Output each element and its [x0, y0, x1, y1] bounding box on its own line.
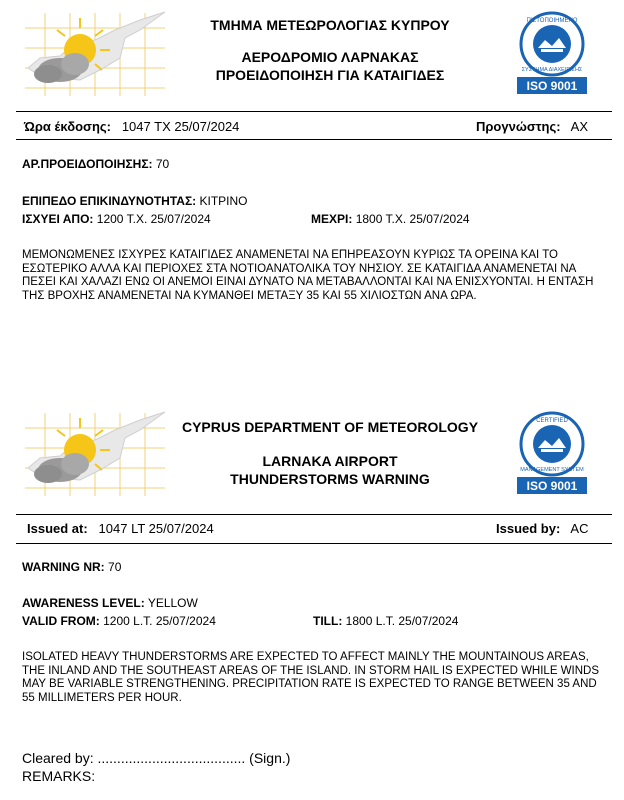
awareness-level	[22, 596, 198, 611]
awareness-level-label: ΕΠΙΠΕΔΟ ΕΠΙΚΙΝΔΥΝΟΤΗΤΑΣ:	[22, 194, 197, 208]
warning-number	[22, 560, 121, 575]
valid-from-value: 1200 Τ.Χ. 25/07/2024	[96, 212, 211, 226]
meteorology-logo	[20, 408, 170, 498]
warning-text: ΜΕΜΟΝΩΜΕΝΕΣ ΙΣΧΥΡΕΣ ΚΑΤΑΙΓΙΔΕΣ ΑΝΑΜΕΝΕΤΑΙ ΝΑ ΕΠΗΡΕΑΣΟΥΝ ΚΥΡΙΩΣ ΤΑ ΟΡΕΙΝΑ ΚΑΙ ΤΟ ΕΣΩΤΕΡΙΚΟ ΑΛΛΑ ΚΑΙ ΠΕΡΙΟΧΕΣ ΣΤΑ ΝΟΤΙΟΑΝΑΤΟΛΙΚΑ ΤΟΥ ΝΗΣΙΟΥ. ΣΕ ΚΑΤΑΙΓΙΔΑ ΑΝΑΜΕΝΕΤΑΙ ΝΑ ΠΕΣΕΙ ΚΑΙ ΧΑΛΑΖΙ ΕΝΩ ΟΙ ΑΝΕΜΟΙ ΕΙΝΑΙ ΔΥΝΑΤΟ ΝΑ ΜΕΤΑΒΑΛΛΟΝΤΑΙ ΚΑΙ ΝΑ ΕΝΙΣΧΥΟΝΤΑΙ. Η ΕΝΤΑΣΗ ΤΗΣ ΒΡΟΧΗΣ ΑΝΑΜΕΝΕΤΑΙ ΝΑ ΚΥΜΑΝΘΕΙ ΜΕΤΑΞΥ 35 ΚΑΙ 55 ΧΙΛΙΟΣΤΩΝ ΑΝΑ ΩΡΑ.	[22, 249, 594, 302]
iso-certification-badge	[505, 10, 599, 96]
issued-label: Issued at:	[27, 521, 88, 536]
valid-from	[22, 212, 211, 227]
valid-from-label: VALID FROM:	[22, 614, 100, 628]
airport-title: ΑΕΡΟΔΡΟΜΙΟ ΛΑΡΝΑΚΑΣ	[241, 49, 419, 65]
awareness-level	[22, 194, 248, 209]
forecaster-label: Issued by:	[496, 521, 561, 536]
document-type-title: ΠΡΟΕΙΔΟΠΟΙΗΣΗ ΓΙΑ ΚΑΤΑΙΓΙΔΕΣ	[215, 67, 445, 83]
iso-standard-label: ISO 9001	[526, 479, 578, 493]
valid-to	[311, 212, 470, 227]
warning-number-label: WARNING NR:	[22, 560, 105, 574]
divider	[16, 111, 612, 112]
forecaster-row	[496, 521, 588, 537]
valid-to-value: 1800 Τ.Χ. 25/07/2024	[355, 212, 470, 226]
valid-from-label: ΙΣΧΥΕΙ ΑΠΟ:	[22, 212, 94, 226]
iso-certification-badge	[505, 410, 599, 496]
iso-standard-label: ISO 9001	[526, 79, 578, 93]
cleared-by-line: Cleared by: ...................................... (Sign.)	[22, 750, 291, 766]
valid-from	[22, 614, 216, 629]
warning-number-value: 70	[155, 157, 170, 171]
issued-row	[24, 119, 239, 135]
document-type-title: THUNDERSTORMS WARNING	[230, 471, 430, 487]
forecaster-row	[476, 119, 588, 135]
divider	[16, 514, 612, 515]
issued-value: 1047 LT 25/07/2024	[98, 521, 214, 536]
awareness-level-value: ΚΙΤΡΙΝΟ	[199, 194, 248, 208]
awareness-level-value: YELLOW	[147, 596, 198, 610]
iso-badge-bottom-text: MANAGEMENT SYSTEM	[520, 467, 584, 473]
valid-to-label: ΜΕΧΡΙ:	[311, 212, 353, 226]
issued-value: 1047 ΤΧ 25/07/2024	[121, 119, 240, 134]
valid-from-value: 1200 L.T. 25/07/2024	[103, 614, 216, 628]
valid-to	[313, 614, 458, 629]
issued-row	[27, 521, 214, 537]
issued-label: Ώρα έκδοσης:	[24, 119, 111, 134]
iso-badge-top-text: ΠΙΣΤΟΠΟΙΗΜΕΝΟ	[526, 18, 578, 24]
warning-number-value: 70	[108, 560, 122, 574]
iso-badge-top-text: CERTIFIED	[536, 418, 568, 424]
warning-number	[22, 157, 169, 172]
meteorology-logo	[20, 8, 170, 98]
warning-number-label: ΑΡ.ΠΡΟΕΙΔΟΠΟΙΗΣΗΣ:	[22, 157, 153, 171]
valid-to-label: TILL:	[313, 614, 343, 628]
remarks-label: REMARKS:	[22, 768, 96, 784]
warning-text: ISOLATED HEAVY THUNDERSTORMS ARE EXPECTED TO AFFECT MAINLY THE MOUNTAINOUS AREAS, THE INLAND AND THE SOUTHEAST AREAS OF THE ISLAND. IN STORM HAIL IS EXPECTED WHILE WINDS MAY BE VARIABLE STRENGTHENING. PRECIPITATION RATE IS EXPECTED TO RANGE BETWEEN 35 AND 55 MILLIMETERS PER HOUR.	[22, 651, 600, 704]
valid-to-value: 1800 L.T. 25/07/2024	[345, 614, 459, 628]
forecaster-value: ΑΧ	[570, 119, 589, 134]
forecaster-value: AC	[570, 521, 589, 536]
airport-title: LARNAKA AIRPORT	[262, 453, 398, 469]
org-title: CYPRUS DEPARTMENT OF METEOROLOGY	[181, 419, 479, 435]
iso-badge-bottom-text: ΣΥΣΤΗΜΑ ΔΙΑΧΕΙΡΙΣΗΣ	[521, 67, 583, 73]
divider	[16, 543, 612, 544]
forecaster-label: Προγνώστης:	[476, 119, 561, 134]
org-title: ΤΜΗΜΑ ΜΕΤΕΩΡΟΛΟΓΙΑΣ ΚΥΠΡΟΥ	[210, 17, 450, 33]
awareness-level-label: AWARENESS LEVEL:	[22, 596, 145, 610]
divider	[16, 139, 612, 140]
